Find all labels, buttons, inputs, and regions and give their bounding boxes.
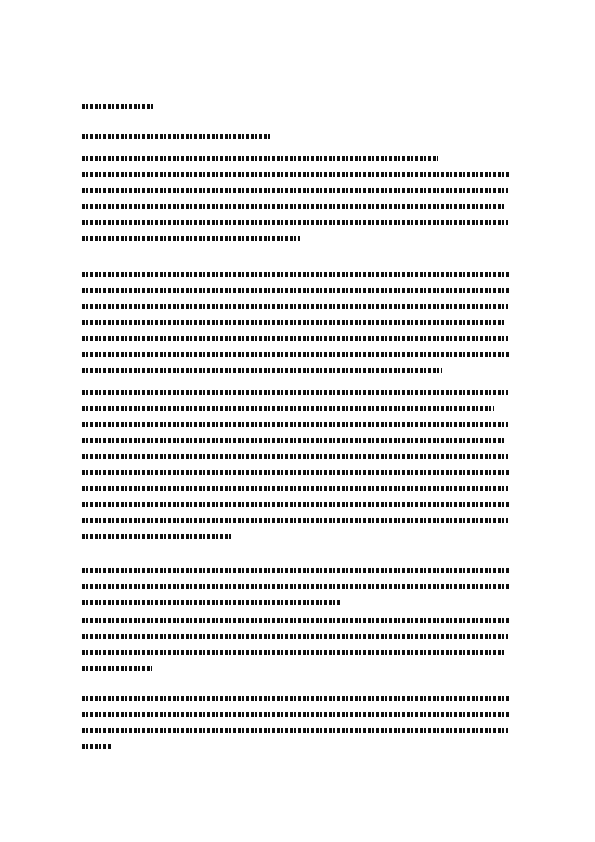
paragraph-1 — [82, 150, 510, 246]
document-heading — [82, 98, 154, 114]
paragraph-6 — [82, 690, 510, 754]
document-subheading — [82, 128, 272, 144]
paragraph-4 — [82, 562, 510, 610]
paragraph-5 — [82, 612, 510, 676]
paragraph-3 — [82, 384, 510, 544]
paragraph-2 — [82, 266, 510, 378]
